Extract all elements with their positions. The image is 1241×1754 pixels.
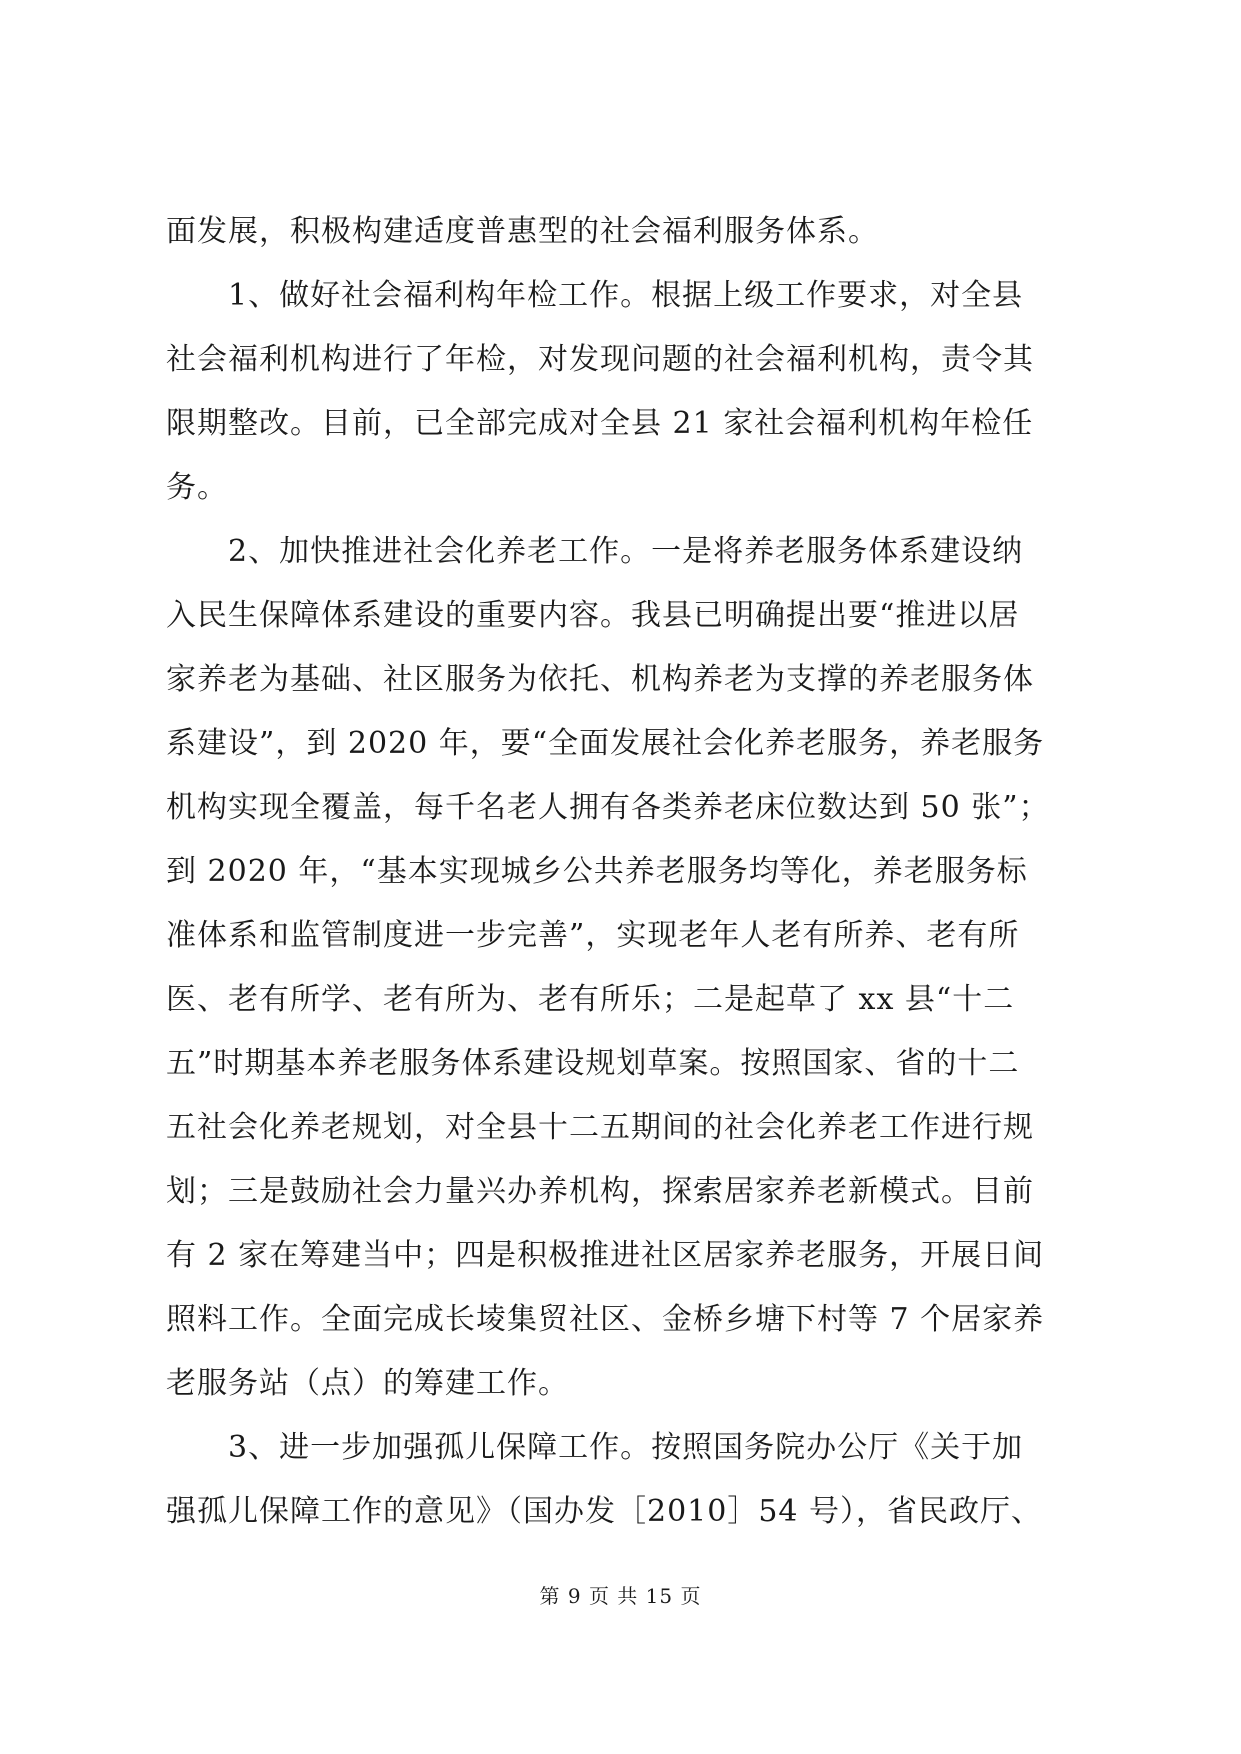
text-line: 3、进一步加强孤儿保障工作。按照国务院办公厅《关于加 <box>166 1430 1024 1465</box>
text-line: 照料工作。全面完成长堎集贸社区、金桥乡塘下村等 7 个居家养 <box>166 1302 1045 1337</box>
text-line: 老服务站（点）的筹建工作。 <box>166 1366 569 1401</box>
text-line: 家养老为基础、社区服务为依托、机构养老为支撑的养老服务体 <box>166 662 1034 697</box>
text-line: 强孤儿保障工作的意见》（国办发［2010］54 号），省民政厅、 <box>166 1494 1043 1529</box>
text-line: 五”时期基本养老服务体系建设规划草案。按照国家、省的十二 <box>166 1046 1020 1081</box>
text-line: 入民生保障体系建设的重要内容。我县已明确提出要“推进以居 <box>166 598 1020 633</box>
text-line: 机构实现全覆盖，每千名老人拥有各类养老床位数达到 50 张”； <box>166 790 1050 825</box>
text-line: 系建设”，到 2020 年，要“全面发展社会化养老服务，养老服务 <box>166 726 1045 761</box>
text-line: 划；三是鼓励社会力量兴办养机构，探索居家养老新模式。目前 <box>166 1174 1034 1209</box>
text-line: 有 2 家在筹建当中；四是积极推进社区居家养老服务，开展日间 <box>166 1238 1045 1273</box>
text-line: 医、老有所学、老有所为、老有所乐；二是起草了 xx 县“十二 <box>166 982 1015 1017</box>
text-line: 到 2020 年，“基本实现城乡公共养老服务均等化，养老服务标 <box>166 854 1028 889</box>
text-line: 面发展，积极构建适度普惠型的社会福利服务体系。 <box>166 214 879 249</box>
text-line: 限期整改。目前，已全部完成对全县 21 家社会福利机构年检任 <box>166 406 1034 441</box>
text-line: 务。 <box>166 470 228 505</box>
text-line: 1、做好社会福利构年检工作。根据上级工作要求，对全县 <box>166 278 1024 313</box>
text-line: 准体系和监管制度进一步完善”，实现老年人老有所养、老有所 <box>166 918 1020 953</box>
text-line: 2、加快推进社会化养老工作。一是将养老服务体系建设纳 <box>166 534 1024 569</box>
text-line: 五社会化养老规划，对全县十二五期间的社会化养老工作进行规 <box>166 1110 1034 1145</box>
body-text <box>166 200 1082 1544</box>
text-line: 社会福利机构进行了年检，对发现问题的社会福利机构，责令其 <box>166 342 1034 377</box>
page-number-footer: 第 9 页 共 15 页 <box>539 1584 702 1608</box>
